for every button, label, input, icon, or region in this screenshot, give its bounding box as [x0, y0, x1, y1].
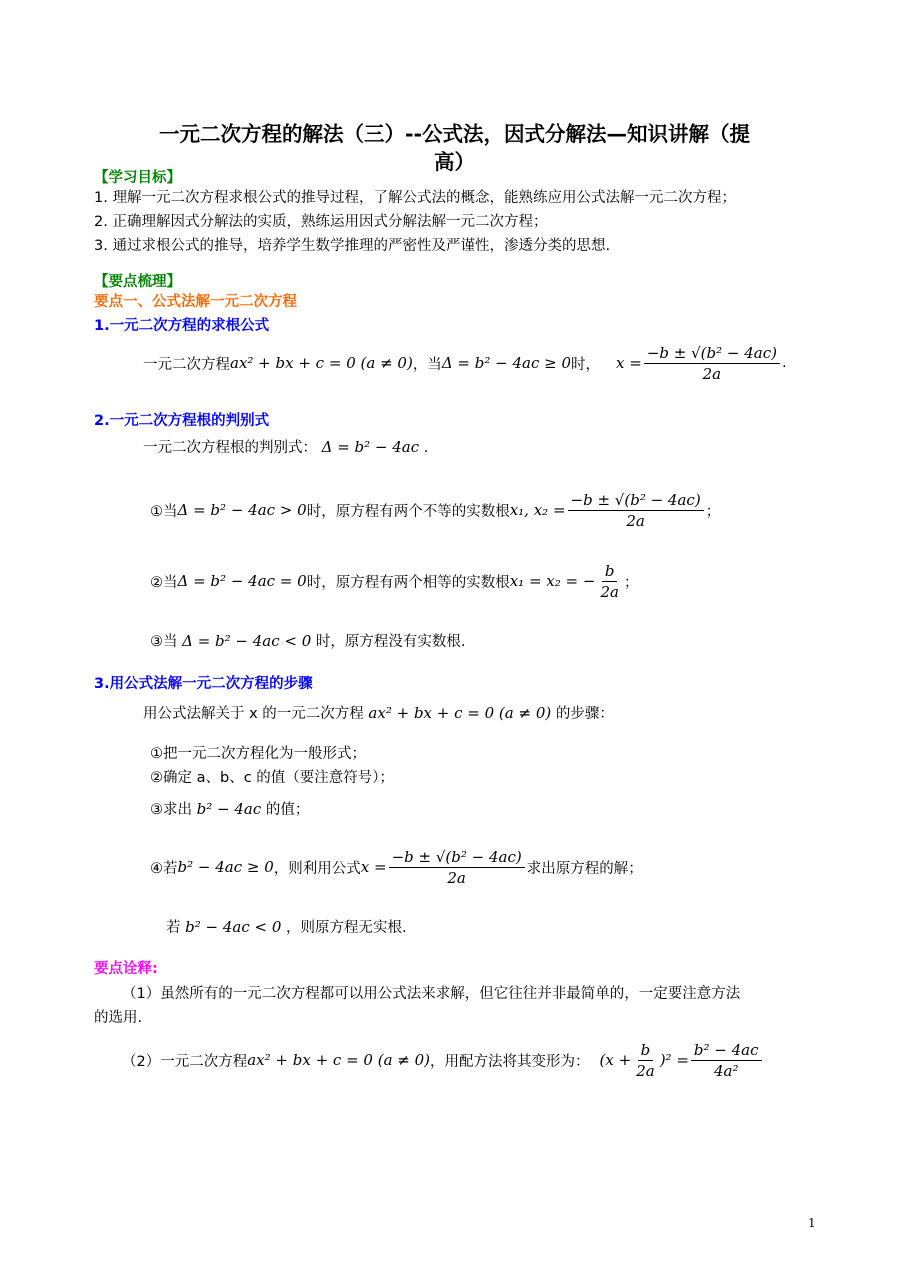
step-4-fraction	[389, 848, 525, 887]
case2-denominator: 2a	[600, 582, 619, 601]
note-2-rhs-denominator: 4a²	[713, 1061, 739, 1080]
case1-lhs: x₁, x₂ =	[509, 501, 566, 519]
case1-numerator: −b ± √(b² − 4ac)	[568, 491, 704, 511]
step-3-b: 的值；	[265, 802, 310, 818]
note-2-line	[122, 1035, 764, 1085]
step-3-expression: b² − 4ac	[196, 800, 262, 818]
case3-line	[150, 630, 466, 651]
page-number: 1	[808, 1216, 816, 1230]
review-tag: 【要点梳理】	[94, 274, 181, 290]
step-5-a: 若	[166, 920, 181, 936]
case2-fraction	[597, 562, 622, 601]
step-3-line	[150, 798, 309, 819]
note-2-lhs-close: )² =	[659, 1051, 689, 1069]
case1-denominator: 2a	[626, 511, 645, 530]
steps-intro-equation: ax² + bx + c = 0 (a ≠ 0)	[368, 704, 552, 722]
case2-end: ；	[623, 574, 639, 591]
case1-fraction	[568, 491, 704, 530]
discriminant-condition: Δ = b² − 4ac ≥ 0	[441, 354, 572, 372]
case1-end: ；	[705, 503, 721, 520]
step-4-b: ，则利用公式	[273, 860, 361, 877]
step-1: ①把一元二次方程化为一般形式；	[150, 746, 366, 762]
page-title-line1: 一元二次方程的解法（三）--公式法，因式分解法—知识讲解（提	[158, 122, 750, 146]
case2-numerator: b	[602, 562, 618, 582]
case2-condition: Δ = b² − 4ac = 0	[177, 572, 307, 590]
step-4-denominator: 2a	[447, 868, 466, 887]
note-1-line1: （1）虽然所有的一元二次方程都可以用公式法来求解，但它往往并非最简单的，一定要注意方法	[122, 986, 741, 1002]
note-2-rhs-fraction	[691, 1041, 762, 1080]
step-5-line	[166, 916, 407, 937]
case2-lhs: x₁ = x₂ = −	[509, 572, 596, 590]
steps-intro-a: 用公式法解关于 x 的一元二次方程	[143, 706, 364, 722]
step-2: ②确定 a、b、c 的值（要注意符号）；	[150, 770, 395, 786]
general-equation: ax² + bx + c = 0 (a ≠ 0)	[230, 354, 413, 372]
discriminant-intro: 一元二次方程根的判别式：	[143, 440, 317, 456]
section2-heading: 2.一元二次方程根的判别式	[94, 413, 270, 429]
note-1-line2: 的选用.	[94, 1010, 143, 1026]
step-4-lhs: x =	[360, 858, 387, 876]
discriminant-expression: Δ = b² − 4ac	[321, 438, 420, 456]
note-2-equation: ax² + bx + c = 0 (a ≠ 0)	[247, 1051, 431, 1069]
case3-text: 时，原方程没有实数根.	[315, 634, 466, 650]
discriminant-end: .	[423, 440, 429, 456]
goal-item-2: 2. 正确理解因式分解法的实质，熟练运用因式分解法解一元二次方程；	[94, 214, 548, 230]
note-2-rhs-numerator: b² − 4ac	[691, 1041, 762, 1061]
note-2-a: （2）一元二次方程	[122, 1053, 248, 1070]
step-3-a: ③求出	[150, 802, 192, 818]
steps-intro-b: 的步骤：	[555, 706, 614, 722]
step-4-line	[150, 842, 643, 892]
root-formula-text-b: ，当	[412, 356, 442, 373]
step-5-condition: b² − 4ac < 0	[185, 918, 282, 936]
case1-condition: Δ = b² − 4ac > 0	[177, 501, 307, 519]
root-formula-fraction	[644, 344, 780, 383]
section1-heading: 1.一元二次方程的求根公式	[94, 318, 270, 334]
step-4-a: ④若	[150, 860, 178, 877]
goals-tag: 【学习目标】	[94, 170, 181, 186]
root-formula-text-c: 时，	[571, 356, 601, 373]
point1-heading: 要点一、公式法解一元二次方程	[94, 294, 297, 310]
case2-prefix: ②当	[150, 574, 178, 591]
step-5-b: ，则原方程无实根.	[285, 920, 407, 936]
formula-lhs: x =	[616, 354, 642, 372]
steps-intro-line	[143, 702, 614, 723]
page-title-line2: 高）	[434, 150, 475, 174]
root-formula-text-a: 一元二次方程	[143, 356, 230, 373]
step-4-numerator: −b ± √(b² − 4ac)	[389, 848, 525, 868]
case1-line	[150, 485, 720, 535]
root-formula-numerator: −b ± √(b² − 4ac)	[644, 344, 780, 364]
case1-text: 时，原方程有两个不等的实数根	[306, 503, 510, 520]
step-4-condition: b² − 4ac ≥ 0	[177, 858, 274, 876]
discriminant-line	[143, 436, 428, 457]
goal-item-3: 3. 通过求根公式的推导，培养学生数学推理的严密性及严谨性，渗透分类的思想.	[94, 238, 611, 254]
note-2-lhs-open: (x +	[599, 1051, 632, 1069]
case1-prefix: ①当	[150, 503, 178, 520]
section3-heading: 3.用公式法解一元二次方程的步骤	[94, 676, 313, 692]
note-2-lhs-denominator: 2a	[636, 1061, 655, 1080]
notes-tag: 要点诠释:	[94, 961, 158, 977]
note-2-lhs-numerator: b	[638, 1041, 654, 1061]
step-4-c: 求出原方程的解；	[526, 860, 643, 877]
root-formula-line	[143, 338, 787, 388]
case2-text: 时，原方程有两个相等的实数根	[306, 574, 510, 591]
goal-item-1: 1. 理解一元二次方程求根公式的推导过程，了解公式法的概念，能熟练应用公式法解一元二次方程；	[94, 190, 736, 206]
case2-line	[150, 556, 638, 606]
root-formula-denominator: 2a	[702, 364, 722, 383]
note-2-lhs-fraction	[633, 1041, 658, 1080]
case3-prefix: ③当	[150, 634, 178, 650]
root-formula-end: .	[781, 355, 787, 371]
case3-condition: Δ = b² − 4ac < 0	[182, 632, 312, 650]
note-2-b: ，用配方法将其变形为：	[430, 1053, 590, 1070]
